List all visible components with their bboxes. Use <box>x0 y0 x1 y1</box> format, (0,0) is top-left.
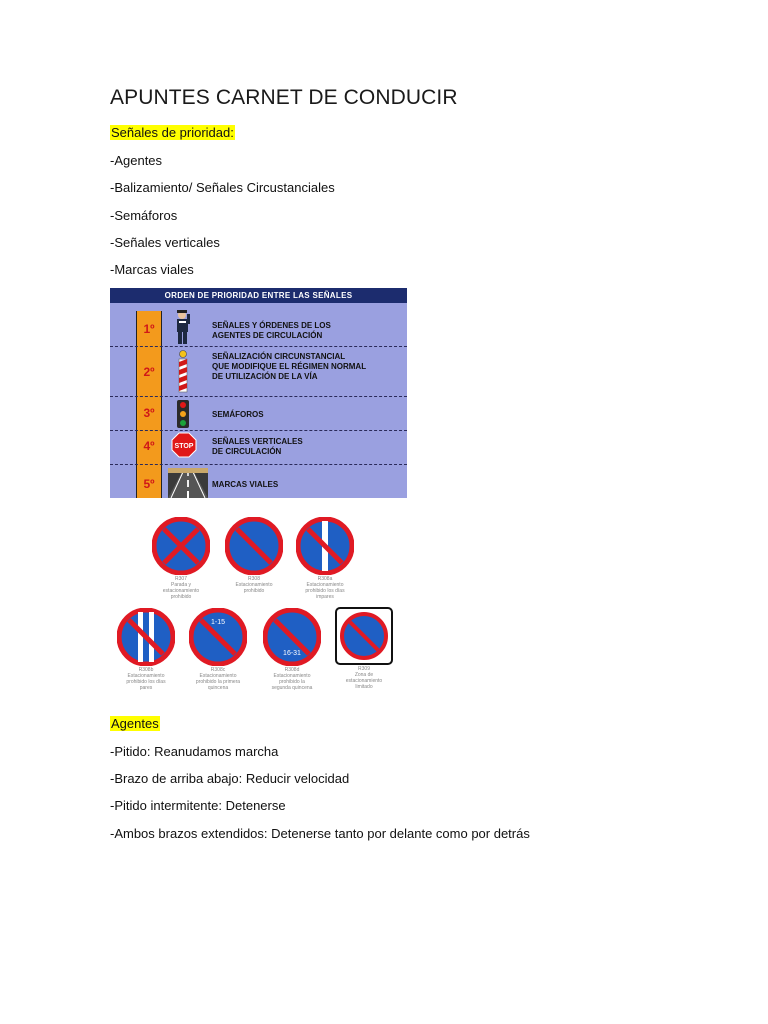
row-divider <box>110 346 407 347</box>
sign-code: R307 <box>175 576 187 582</box>
list-item: -Brazo de arriba abajo: Reducir velocidad <box>110 771 350 786</box>
section-heading-agentes <box>110 716 160 731</box>
rank-number: 3º <box>143 406 155 420</box>
stop-sign-icon <box>171 432 197 460</box>
sign-code: R308a <box>317 576 333 582</box>
sign-description: Estacionamiento prohibido <box>235 582 273 594</box>
list-item: -Pitido intermitente: Detenerse <box>110 798 286 813</box>
priority-description: SEÑALES VERTICALES DE CIRCULACIÓN <box>212 437 303 456</box>
document-title: APUNTES CARNET DE CONDUCIR <box>110 86 458 109</box>
no-stopping-parking-sign-icon <box>152 517 210 575</box>
rank-column <box>136 311 162 498</box>
list-item: -Semáforos <box>110 208 178 223</box>
sign-caption <box>319 666 409 690</box>
no-parking-first-fortnight-sign-icon <box>189 608 247 666</box>
priority-figure-header: ORDEN DE PRIORIDAD ENTRE LAS SEÑALES <box>110 288 407 303</box>
priority-description: SEÑALIZACIÓN CIRCUNSTANCIAL QUE MODIFIQUE EL RÉGIMEN NORMAL DE UTILIZACIÓN DE LA VÍA <box>212 352 367 381</box>
sign-caption <box>280 576 370 600</box>
no-parking-even-days-sign-icon <box>117 608 175 666</box>
rank-number: 1º <box>143 322 155 336</box>
no-parking-second-fortnight-sign-icon <box>263 608 321 666</box>
rank-number: 2º <box>143 365 155 379</box>
beacon-post-icon <box>176 350 190 394</box>
list-item: -Agentes <box>110 153 163 168</box>
road-markings-icon <box>168 468 208 498</box>
sign-inner-label: 1-15 <box>210 619 226 626</box>
section-heading-prioridad <box>110 125 235 140</box>
no-parking-sign-icon <box>225 517 283 575</box>
traffic-light-icon <box>176 400 190 428</box>
rank-number: 5º <box>143 477 155 491</box>
highlighted-heading: Señales de prioridad: <box>111 125 234 140</box>
rank-number: 4º <box>143 439 155 453</box>
sign-description: Estacionamiento prohibido la primera quincena <box>195 673 241 691</box>
row-divider <box>110 396 407 397</box>
sign-description: Zona de estacionamiento limitado <box>345 672 383 690</box>
sign-code: R308d <box>284 667 300 673</box>
traffic-officer-icon <box>170 308 196 346</box>
priority-description: MARCAS VIALES <box>212 480 279 489</box>
sign-code: R308 <box>248 576 260 582</box>
row-divider <box>110 430 407 431</box>
list-item: -Señales verticales <box>110 235 220 250</box>
priority-description: SEMÁFOROS <box>212 410 264 419</box>
priority-description: SEÑALES Y ÓRDENES DE LOS AGENTES DE CIRCULACIÓN <box>212 321 331 340</box>
parking-signs-figure <box>110 505 406 697</box>
list-item: -Marcas viales <box>110 262 194 277</box>
list-item: -Pitido: Reanudamos marcha <box>110 744 279 759</box>
sign-code: R309 <box>358 666 370 672</box>
list-item: -Ambos brazos extendidos: Detenerse tanto por delante como por detrás <box>110 826 530 841</box>
sign-description: Parada y estacionamiento prohibido <box>162 582 200 600</box>
list-item: -Balizamiento/ Señales Circustanciales <box>110 180 335 195</box>
no-parking-odd-days-sign-icon <box>296 517 354 575</box>
sign-description: Estacionamiento prohibido los días pares <box>126 673 166 691</box>
sign-code: R308b <box>138 667 154 673</box>
row-divider <box>110 464 407 465</box>
sign-description: Estacionamiento prohibido la segunda quincena <box>271 673 313 691</box>
highlighted-heading: Agentes <box>111 716 159 731</box>
stop-sign-label: STOP <box>174 443 194 450</box>
sign-inner-label: 16-31 <box>283 650 301 657</box>
sign-description: Estacionamiento prohibido los días impares <box>305 582 345 600</box>
limited-parking-zone-sign-icon <box>335 607 393 665</box>
priority-order-figure <box>110 288 407 498</box>
sign-code: R308c <box>210 667 226 673</box>
